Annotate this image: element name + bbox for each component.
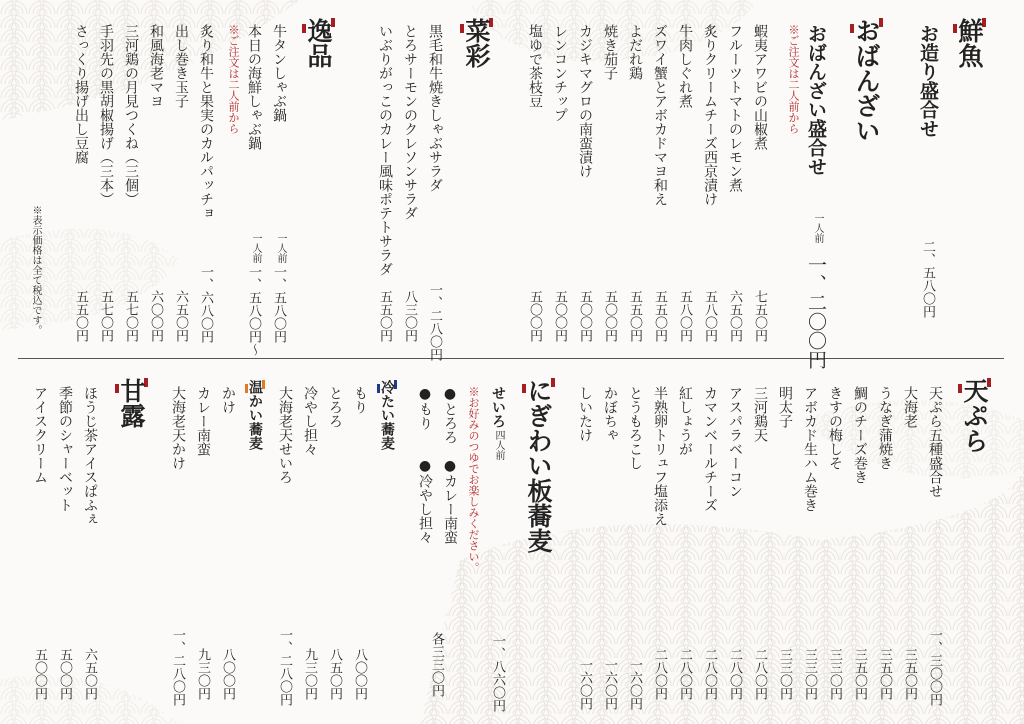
menu-price: 九三〇円 <box>195 648 210 700</box>
menu-item: 蝦夷アワビの山椒煮 <box>752 24 768 150</box>
menu-item: とろサーモンのクレソンサラダ <box>402 24 418 220</box>
menu-item: カマンベールチーズ <box>702 386 718 512</box>
menu-price: 一、三〇〇円 <box>927 628 942 706</box>
heading-tempura: 天ぷら <box>960 378 989 453</box>
menu-price: 八三〇円 <box>402 290 417 342</box>
menu-price: 三五〇円 <box>877 648 892 700</box>
menu-item: 紅しょうが <box>677 386 693 456</box>
menu-item: かけ <box>220 386 236 414</box>
menu-price: 五〇〇円 <box>577 290 592 342</box>
menu-item: うなぎ蒲焼き <box>877 386 893 470</box>
menu-item: カジキマグロの南蛮漬け <box>577 24 593 178</box>
menu-item: とうもろこし <box>627 386 643 470</box>
unit-label: 一人前 <box>812 213 823 243</box>
unit-label: 一人前 <box>250 233 261 263</box>
order-note: ※お好みのつゆでお楽しみください。 <box>467 386 480 573</box>
unit-label: 四人前 <box>493 430 504 460</box>
menu-price: 一六〇円 <box>602 658 617 710</box>
menu-item: カレー南蛮 <box>195 386 211 456</box>
menu-item: 牛肉しぐれ煮 <box>677 24 693 108</box>
menu-price: 三三〇円 <box>802 648 817 700</box>
heading-saisai: 菜彩 <box>462 18 491 68</box>
menu-item: 大海老天かけ <box>170 386 186 470</box>
menu-item: さっくり揚げ出し豆腐 <box>73 24 89 164</box>
menu-price: 一六〇円 <box>577 658 592 710</box>
menu-item: 半熟卵トリュフ塩添え <box>652 386 668 526</box>
menu-option: ●もり ●冷やし担々 <box>417 386 433 544</box>
menu-item: いぶりがっこのカレー風味ポテトサラダ <box>377 24 393 276</box>
menu-item: 出し巻き玉子 <box>173 24 189 108</box>
heading-ippin: 逸品 <box>304 18 333 68</box>
menu-item: レンコンチップ <box>552 24 568 122</box>
menu-item: 明太子 <box>777 386 793 428</box>
menu-price: 五八〇円 <box>702 290 717 342</box>
menu-price: 六〇〇円 <box>148 290 163 342</box>
menu-item: 炙りクリームチーズ西京漬け <box>702 24 718 206</box>
menu-price: 六五〇円 <box>173 290 188 342</box>
menu-price: 七五〇円 <box>752 290 767 342</box>
menu-item: フルーツトマトのレモン煮 <box>727 24 743 192</box>
menu-price: 二八〇円 <box>752 648 767 700</box>
menu-item: お造り盛合せ <box>917 24 939 138</box>
menu-option: ●とろろ ●カレー南蛮 <box>442 386 458 544</box>
menu-price: 五八〇円 <box>677 290 692 342</box>
menu-item: 鯛のチーズ巻き <box>852 386 868 484</box>
menu-price: 八五〇円 <box>327 648 342 700</box>
section-divider <box>18 358 1004 359</box>
menu-item: アボカド生ハム巻き <box>802 386 818 512</box>
menu-price: 一、二八〇円 <box>277 628 292 706</box>
menu-item: 冷やし担々 <box>302 386 318 456</box>
tax-note: ※表示価格は全て税込です。 <box>30 205 41 335</box>
menu-item: アスパラベーコン <box>727 386 743 498</box>
menu-price: 一、二八〇円 <box>427 283 442 361</box>
menu-item: とろろ <box>327 386 343 428</box>
menu-price: 三五〇円 <box>852 648 867 700</box>
menu-price: 五〇〇円 <box>602 290 617 342</box>
menu-price: 八〇〇円 <box>220 648 235 700</box>
menu-price: 二八〇円 <box>702 648 717 700</box>
menu-item: 天ぷら五種盛合せ <box>927 386 943 498</box>
menu-price: 五五〇円 <box>377 290 392 342</box>
menu-price: 五七〇円 <box>123 290 138 342</box>
menu-price: 五五〇円 <box>627 290 642 342</box>
menu-item: 本日の海鮮しゃぶ鍋 <box>246 24 262 150</box>
menu-price: 一、二〇〇円 <box>805 255 827 369</box>
menu-price: 二八〇円 <box>727 648 742 700</box>
menu-price: 三五〇円 <box>902 648 917 700</box>
heading-dessert: 甘露 <box>117 378 146 428</box>
menu-item: もり <box>352 386 368 414</box>
menu-price: 一、五八〇円～ <box>246 265 261 356</box>
menu-item: よだれ鶏 <box>627 24 643 80</box>
menu-item: ほうじ茶アイスぱふぇ <box>82 386 98 526</box>
menu-price: 六五〇円 <box>727 290 742 342</box>
menu-item: 季節のシャーベット <box>57 386 73 512</box>
menu-price: 一、二八〇円 <box>170 628 185 706</box>
menu-price: 三三〇円 <box>777 648 792 700</box>
menu-price: 二八〇円 <box>652 648 667 700</box>
menu-item: 三河鶏天 <box>752 386 768 442</box>
menu-price: 一、八六〇円 <box>490 634 505 712</box>
menu-item: しいたけ <box>577 386 593 442</box>
menu-price: 一、六八〇円 <box>198 265 213 343</box>
menu-item: 焼き茄子 <box>602 24 618 80</box>
menu-price: 五七〇円 <box>98 290 113 342</box>
heading-sashimi: 鮮魚 <box>955 18 984 68</box>
menu-item: 手羽先の黒胡椒揚げ（三本） <box>98 24 114 206</box>
menu-price: 五五〇円 <box>73 290 88 342</box>
menu-item: 大海老天せいろ <box>277 386 293 484</box>
menu-price: 三三〇円 <box>827 648 842 700</box>
heading-obanzai: おばんざい <box>852 18 881 143</box>
menu-price: 各三三〇円 <box>429 632 444 697</box>
menu-price: 五五〇円 <box>652 290 667 342</box>
menu-item-set: おばんざい盛合せ <box>805 24 827 176</box>
menu-price: 八〇〇円 <box>352 648 367 700</box>
menu-item: 黒毛和牛焼きしゃぶサラダ <box>427 24 443 192</box>
menu-price: 六五〇円 <box>82 648 97 700</box>
heading-nigiwai-soba: にぎわい板蕎麦 <box>524 378 553 553</box>
menu-price: 五〇〇円 <box>32 648 47 700</box>
order-note: ※ご注文は二人前から <box>227 24 240 134</box>
heading-hot-soba: 温かい蕎麦 <box>247 380 263 450</box>
order-note: ※ご注文は二人前から <box>787 24 800 134</box>
menu-item: 塩ゆで茶枝豆 <box>527 24 543 108</box>
menu-item: かぼちゃ <box>602 386 618 442</box>
menu-item: きすの梅しそ <box>827 386 843 470</box>
menu-item: 大海老 <box>902 386 918 428</box>
menu-price: 二、五八〇円 <box>920 240 935 318</box>
menu-item: 三河鶏の月見つくね（三個） <box>123 24 139 206</box>
menu-price: 五〇〇円 <box>552 290 567 342</box>
menu-price: 一、五八〇円 <box>271 265 286 343</box>
menu-item: 和風海老マヨ <box>148 24 164 108</box>
menu-item: ズワイ蟹とアボカドマヨ和え <box>652 24 668 206</box>
unit-label: 一人前 <box>275 233 286 263</box>
menu-price: 二八〇円 <box>677 648 692 700</box>
menu-item: アイスクリーム <box>32 386 48 484</box>
menu-item: せいろ <box>490 386 506 428</box>
menu-item: 炙り和牛と果実のカルパッチョ <box>198 24 214 220</box>
menu-price: 五〇〇円 <box>57 648 72 700</box>
heading-cold-soba: 冷たい蕎麦 <box>379 380 395 450</box>
menu-item: 牛タンしゃぶ鍋 <box>271 24 287 122</box>
menu-price: 一六〇円 <box>627 658 642 710</box>
menu-price: 五〇〇円 <box>527 290 542 342</box>
menu-price: 九三〇円 <box>302 648 317 700</box>
